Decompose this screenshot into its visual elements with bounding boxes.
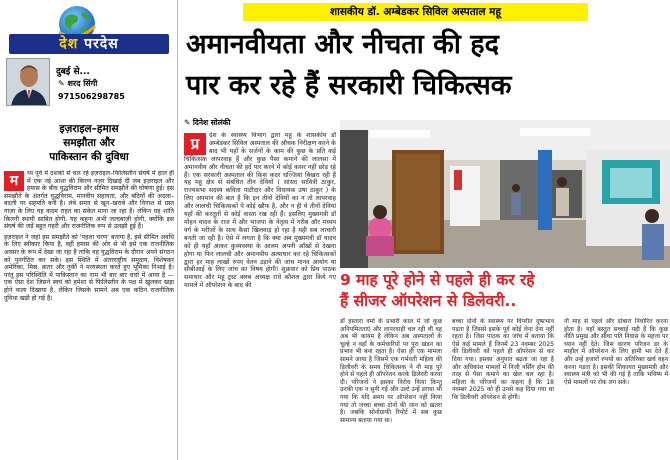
story-column-3: नौ माह से पहले और दोबारा निर्धारित करना होता है। यहाँ बस्तुत सच्चाई यही है कि कुछ नीति प्रमुख और सीधा पति निवास के महत्त्व पर ध्यान नहीं देते। जिस कारण परिजन डर के माहौल में ऑपरेशन के लिए हामी भर देते हैं और उन्हें हजारों रुपयों का अतिरिक्त खर्च वहन करना पड़ता है। इसकी शिकायत मुख्यमंत्री और स्वास्थ्य मंत्री को भी की गई है ताकि भविष्य में ऐसे मामलों पर रोक लग सके। <box>564 318 668 386</box>
column-headline-line2: समझौता और <box>63 137 115 149</box>
location-label: दुबई से... <box>56 67 90 77</box>
hospital-corridor-photo <box>340 120 670 268</box>
masthead-title-part2: परदेस <box>84 36 119 52</box>
masthead-title <box>9 34 169 54</box>
story-body <box>184 132 336 460</box>
main-headline-line1: अमानवीयता और नीचता की हद <box>186 29 499 60</box>
story-byline: ✎ दिनेश सोलंकी <box>184 118 231 127</box>
masthead-title-part1: देश <box>59 36 79 52</box>
author-photo <box>6 58 50 106</box>
story-column-1: डॉ हस्तारा वर्मा के प्रभारी काल में जो कुछ अनियमितताएं और लापरवाही चल रही थी वह अब भी कायम है लेकिन अब अस्पतालों के चूल्हे न वहाँ के कर्मचारियों पर पूरा खंडन का प्रभाव भी बना रहता है। ऐसा ही एक मामला सामने आया है जिसमें एक गर्भवती महिला की डिलीवरी के समय चिकित्सक ने नौ माह पूरे होने से पहले ही ऑपरेशन करके डिलेवरी करवा दी। परिजनों ने इसका विरोध किया किन्तु उनकी एक न सुनी गई और उल्टे उन्हें डराया भी गया कि यदि समय पर ऑपरेशन नहीं किया गया तो जच्चा बच्चा दोनों की जान को खतरा है। जबकि सोनोग्राफी रिपोर्ट में सब कुछ सामान्य बताया गया था। <box>340 318 442 424</box>
story-subhead <box>340 270 670 312</box>
left-column <box>0 0 178 460</box>
column-headline <box>4 122 174 164</box>
main-headline <box>186 24 666 106</box>
column-dropcap: म <box>4 171 24 191</box>
author-phone: 971506298785 <box>58 92 125 101</box>
column-paragraph-2: इज़राइल ने जहां इस समझौते को 'पहला चरण' बताया है, इसे सीमित अवधि के लिए स्वीकार किया है, वहीं हमास की ओर से भी इसे एक राजनीतिक अवसर के रूप में देखा जा रहा है ताकि वह युद्धविराम के दौरान अपने संगठन को पुनर्गठित कर सके। इस स्थिति में अंतरराष्ट्रीय समुदाय, विशेषकर अमेरिका, मिस्र, क़तर और तुर्की ने मध्यस्थता करते हुए भूमिका निभाई है। परंतु इस परिस्थिति में पाकिस्तान का नाम भी बार बार चर्चा में आया है — एक ऐसा देश जिसने स्वयं को हमेशा से फिलिस्तीन के पक्ष में खुलकर खड़ा होने वाला दिखाया है, लेकिन जिसके सामने अब एक कठिन राजनीतिक दुविधा खड़ी हो गई है। <box>4 233 174 302</box>
story-subhead-line2: हैं सीजर ऑपरेशन से डिलेवरी.. <box>340 292 517 310</box>
main-headline-line2: पार कर रहे हैं सरकारी चिकित्सक <box>186 70 512 101</box>
story-subhead-line1: 9 माह पूरे होने से पहले ही कर रहे <box>340 271 535 289</box>
story-column-2: बच्चा दोनों के स्वास्थ्य पर विपरीत दुष्प्रभाव पड़ता है जिससे इसके पूर्व कोई लेना देना नहीं रहता है। जिस पाठक का जांच में बताया कि ऐसे कई मामले हैं जिनमें 23 नवम्बर 2025 की डिलीवरी को पहले ही ऑपरेशन से कर दिया गया। इसका अनुपात बढ़ता जा रहा है और अधिकांश मामलों में निजी नर्सिंग होम की तरह से पैसा कमाने का खेल चल रहा है। महिला के परिजनों का कहना है कि 18 नवम्बर 2025 को ही उनसे कह दिया गया था कि डिलीवरी ऑपरेशन से होगी। <box>452 318 554 401</box>
story-body-text: देश के स्वास्थ्य विभाग द्वारा महू के शासकीय डॉ अम्बेडकर सिविल अस्पताल की औचक निरीक्षण करने के बाद भी यहाँ के सर्जनों के काम की कुछ के प्रति कई चिकित्सक लापरवाह हैं और कुछ पैसा कमाने की लालसा में अमानवीय और नीचता की हदें पार करने में कोई कसर नहीं छोड़ रहे हैं। एक सरकारी अस्पताल की किस कदर धज्जियां बिखरा रही हैं यह महू क्षेत्र से संबंधित तीन देवियों ( सांसद सावित्री ठाकुर, राज्यसभा सदस्य कविता पाटीदार और विधायक उषा ठाकुर ) के लिए अपमान की बात है कि इन तीनों देवियों का न तो लापरवाह और लालची चिकित्सकों पे कोई खौफ है, और न ही ये तीनों देवियां यहाँ की करतूतों से कोई वास्ता रख रही हैं। इसलिए मुख्यमंत्री डॉ मोहन यादव के राज में और भाजपा के नेतृत्व में गरीब और मध्यम वर्ग के मरीजों के साथ कैसा खिलवाड़ हो रहा है यही सब लाचारी बनती जा रही है। ऐसे में लगता है कि क्या अब मुख्यमंत्री डॉ यादव को ही यहाँ आकर कुव्यवस्था के आलम अपनी आँखों से देखना होगा या फिर लालची और अमानवीय अत्याचार कर रहे चिकित्सकों द्वारा हर माह लाखों रुपए वेतन उड़ाने की जांच मानव आयोग या सीबीआई के लिए जांच का विषय होगी! शुक्रवार को प्रिय पाठक समाचार और महू ट्रस्ट क्लब अध्यक्ष राधे कौशल द्वारा किये गए मामले में ऑपरेशन के बाद की <box>184 132 336 290</box>
column-body <box>4 170 174 460</box>
column-headline-line1: इज़राइल–हमास <box>59 123 119 135</box>
column-paragraph-1: ध्य पूर्व में दशकों से चल रहे इज़राइल–फिलिस्तीन संघर्ष में हाल ही में एक नई आशा की किरण नज़र दिखाई दी जब इज़राइल और हमास के बीच युद्धविराम और सीमित समझौते की घोषणा हुई। इस समझौते के अंतर्गत युद्धविराम, मानवीय सहायता, और बंदियों की अदला–बदली पर सहमति बनी है। लंबे समय से खून–खराबे और विनाश से ग्रस्त गाज़ा के लिए यह कदम राहत का संकेत माना जा रहा है। लेकिन यह शांति कितनी स्थायी साबित होगी, यह कहना अभी जल्दबाज़ी होगी, क्योंकि इस संघर्ष की जड़ें बहुत गहरी और राजनीतिक रूप से उलझी हुई हैं। <box>4 170 174 231</box>
story-dropcap: प्र <box>184 133 206 155</box>
masthead <box>3 2 175 52</box>
hospital-label: शासकीय डॉ. अम्बेडकर सिविल अस्पताल महू <box>243 3 588 21</box>
column-author: ✎ शरद सिंगी <box>58 79 98 88</box>
column-headline-line3: पाकिस्तान की दुविधा <box>49 151 129 163</box>
author-box <box>4 58 174 108</box>
